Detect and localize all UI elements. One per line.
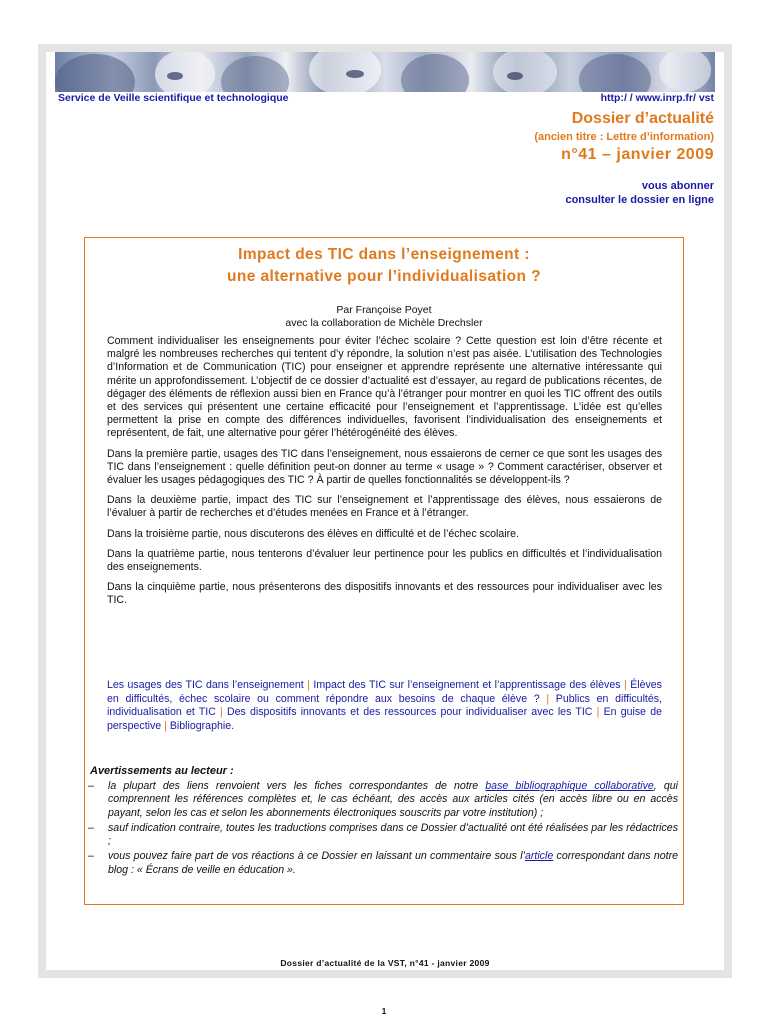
dash-bullet: – [88, 780, 94, 792]
dash-bullet: – [88, 850, 94, 863]
paragraph-part-2: Dans la deuxième partie, impact des TIC sur l’enseignement et l’apprentissage des élèves, nous essaierons de l’évaluer à partir de recherches et d’études menées en France et à l’étranger. [107, 494, 662, 520]
paragraph-part-4: Dans la quatrième partie, nous tenterons d’évaluer leur pertinence pour les publics en difficultés et l’individualisation des enseignements. [107, 547, 662, 574]
section-links: Les usages des TIC dans l’enseignement | Impact des TIC sur l’enseignement et l’apprentissage des élèves | Élèves en difficultés, échec scolaire ou comment répondre aux besoins de chaque élève ? | Publics en difficultés, individualisation et TIC | Des dispositifs innovants et des ressources pour individualiser avec les TIC | En guise de perspective | Bibliographie. [107, 679, 662, 732]
blog-article-link[interactable]: article [524, 850, 554, 863]
link-perspective[interactable]: En guise de perspective [107, 706, 662, 732]
article-title-line-2: une alternative pour l’individualisation ? [227, 268, 541, 285]
author: Par Françoise Poyet [336, 304, 432, 316]
header-line [58, 92, 714, 106]
article-title-line-1: Impact des TIC dans l’enseignement : [238, 246, 530, 263]
warning-item: – la plupart des liens renvoient vers les fiches correspondantes de notre base bibliographique collaborative, qui comprennent les références complètes et, le cas échéant, des accès aux articles cités (en accès libre ou en accès payant, selon les cas et selon les abonnements électroniques souscrits par votre institution) ; [88, 780, 678, 819]
warning-item: – vous pouvez faire part de vos réactions à ce Dossier en laissant un commentaire sous l’article correspondant dans notre blog : « Écrans de veille en éducation ». [88, 850, 678, 876]
footer-text: Dossier d’actualité de la VST, n°41 - janvier 2009 [280, 958, 490, 968]
link-separator: | [623, 679, 631, 691]
bibliographic-base-link[interactable]: base bibliographique collaborative [485, 780, 654, 792]
paragraph-part-5: Dans la cinquième partie, nous présenterons des dispositifs innovants et des ressources pour individualiser avec les TIC. [107, 581, 662, 607]
link-publics-difficultes[interactable]: Publics en difficultés, individualisation et TIC [107, 692, 662, 719]
link-separator: | [220, 706, 227, 719]
link-dispositifs-innovants[interactable]: Des dispositifs innovants et des ressources pour individualiser avec les TIC [226, 706, 593, 719]
article-body [107, 335, 662, 615]
dossier-title: Dossier d’actualité [571, 110, 714, 127]
link-separator: | [596, 706, 604, 719]
service-name: Service de Veille scientifique et technologique [58, 92, 289, 104]
former-title: (ancien titre : Lettre d’information) [534, 131, 714, 143]
faces-banner-image [55, 52, 715, 92]
warning-item: – sauf indication contraire, toutes les traductions comprises dans ce Dossier d’actualité ont été réalisées par les rédactrices ; [88, 821, 678, 848]
link-separator: | [307, 679, 314, 691]
link-separator: | [164, 719, 170, 732]
consult-online-link[interactable]: consulter le dossier en ligne [565, 194, 714, 206]
page-number: 1 [381, 1006, 387, 1016]
link-impact-tic[interactable]: Impact des TIC sur l’enseignement et l’apprentissage des élèves [313, 679, 621, 691]
issue-number: n°41 – janvier 2009 [561, 146, 714, 163]
paragraph-part-1: Dans la première partie, usages des TIC dans l’enseignement, nous essaierons de cerner ce que sont les usages des TIC dans l’enseignement : quelle définition peut-on donner au terme « usage » ? Comment caractériser, observer et évaluer les usages pédagogiques des TIC ? À partir de quelles fonctionnalités se développent-ils ? [107, 447, 662, 487]
collaboration: avec la collaboration de Michèle Drechsler [285, 317, 483, 329]
warnings-title: Avertissements au lecteur : [90, 765, 234, 777]
link-bibliographie[interactable]: Bibliographie [169, 719, 232, 732]
link-usages-tic[interactable]: Les usages des TIC dans l’enseignement [107, 679, 304, 691]
dash-bullet: – [88, 821, 94, 834]
subscribe-link[interactable]: vous abonner [641, 180, 714, 192]
paragraph-intro: Comment individualiser les enseignements pour éviter l’échec scolaire ? Cette question est loin d’être récente et malgré les nombreuses recherches qui tentent d’y répondre, la solution n’est pas aisée. L’utilisation des Technologies d’Information et de Communication (TIC) pour enseigner et apprendre représente une alternative intéressante qui mérite un approfondissement. L’objectif de ce dossier d’actualité est d’essayer, au regard de publications récentes, de dégager des éléments de réflexion aussi bien en France qu’à l’étranger pour montrer en quoi les TIC offrent des outils et des services qui présentent une certaine efficacité pour l’enseignement et l’apprentissage. L’idée est qu’elles permettent la prise en compte des différences individuelles, favorisent l’individualisation des enseignements et représentent, de fait, une alternative pour gérer l’hétérogénéité des élèves. [107, 335, 662, 440]
site-url-link[interactable]: http:/ / www.inrp.fr/ vst [600, 92, 714, 104]
warnings-list [88, 780, 678, 879]
paragraph-part-3: Dans la troisième partie, nous discuterons des élèves en difficulté et de l’échec scolaire. [107, 527, 520, 540]
link-separator: | [546, 692, 556, 705]
link-eleves-difficultes[interactable]: Élèves en difficultés, échec scolaire ou comment répondre aux besoins de chaque élève ? [107, 679, 662, 705]
